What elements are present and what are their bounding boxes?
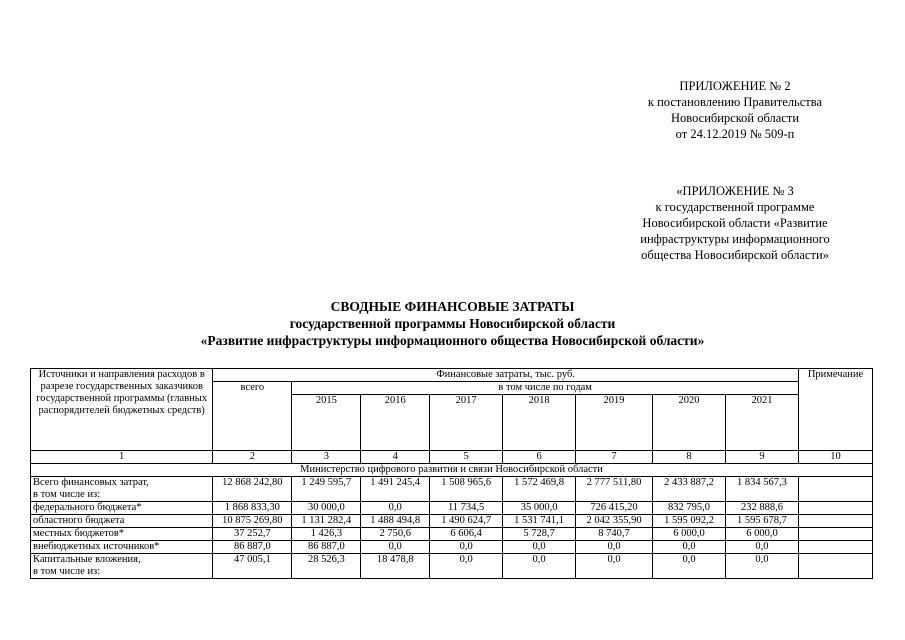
row-value: 1 131 282,4 — [292, 515, 361, 528]
column-index-cell: 8 — [653, 451, 726, 464]
appendix-line: ПРИЛОЖЕНИЕ № 2 — [679, 79, 791, 93]
row-value: 1 531 741,1 — [503, 515, 576, 528]
row-value: 1 834 567,3 — [725, 477, 798, 502]
appendix3-line: «ПРИЛОЖЕНИЕ № 3 — [676, 184, 794, 198]
row-value: 726 415,20 — [576, 502, 653, 515]
appendix-line: от 24.12.2019 № 509-п — [675, 127, 795, 141]
header-year: 2019 — [576, 395, 653, 451]
row-value: 5 728,7 — [503, 528, 576, 541]
row-value: 1 572 469,8 — [503, 477, 576, 502]
column-index-cell: 6 — [503, 451, 576, 464]
row-note — [798, 515, 872, 528]
row-note — [798, 528, 872, 541]
row-label: внебюджетных источников* — [31, 541, 213, 554]
header-costs: Финансовые затраты, тыс. руб. — [213, 369, 799, 382]
row-value: 0,0 — [725, 554, 798, 579]
row-value: 1 595 092,2 — [653, 515, 726, 528]
row-value: 0,0 — [503, 541, 576, 554]
row-value: 2 750,6 — [361, 528, 430, 541]
row-value: 2 433 887,2 — [653, 477, 726, 502]
row-value: 8 740,7 — [576, 528, 653, 541]
table-row — [31, 541, 873, 554]
title-line: «Развитие инфраструктуры информационного общества Новосибирской области» — [200, 333, 705, 348]
row-value: 1 868 833,30 — [213, 502, 292, 515]
row-value: 6 606,4 — [430, 528, 503, 541]
table-row — [31, 515, 873, 528]
row-label: местных бюджетов* — [31, 528, 213, 541]
row-value: 1 508 965,6 — [430, 477, 503, 502]
row-value: 0,0 — [361, 541, 430, 554]
row-value: 1 249 595,7 — [292, 477, 361, 502]
row-value: 232 888,6 — [725, 502, 798, 515]
row-value: 0,0 — [653, 554, 726, 579]
row-value: 37 252,7 — [213, 528, 292, 541]
column-index-cell: 7 — [576, 451, 653, 464]
row-value: 12 868 242,80 — [213, 477, 292, 502]
row-value: 0,0 — [361, 502, 430, 515]
column-index-row — [31, 451, 873, 464]
column-index-cell: 9 — [725, 451, 798, 464]
row-value: 1 491 245,4 — [361, 477, 430, 502]
header-year: 2018 — [503, 395, 576, 451]
column-index-cell: 3 — [292, 451, 361, 464]
table-row — [31, 502, 873, 515]
row-value: 1 426,3 — [292, 528, 361, 541]
title-line: СВОДНЫЕ ФИНАНСОВЫЕ ЗАТРАТЫ — [330, 299, 575, 314]
appendix3-reference — [600, 183, 870, 263]
appendix-line: к постановлению Правительства — [647, 95, 823, 109]
column-index-cell: 1 — [31, 451, 213, 464]
row-value: 0,0 — [503, 554, 576, 579]
column-index-cell: 4 — [361, 451, 430, 464]
appendix-line: Новосибирской области — [670, 111, 800, 125]
row-value: 30 000,0 — [292, 502, 361, 515]
document-title — [0, 298, 905, 349]
row-value: 6 000,0 — [653, 528, 726, 541]
row-note — [798, 541, 872, 554]
row-value: 10 875 269,80 — [213, 515, 292, 528]
appendix3-line: общества Новосибирской области» — [641, 248, 829, 262]
row-value: 11 734,5 — [430, 502, 503, 515]
appendix3-line: Новосибирской области «Развитие — [642, 216, 828, 230]
row-note — [798, 477, 872, 502]
row-label: Капитальные вложения, в том числе из: — [31, 554, 213, 579]
table-row — [31, 528, 873, 541]
row-value: 86 887,0 — [292, 541, 361, 554]
row-label: федерального бюджета* — [31, 502, 213, 515]
header-note: Примечание — [798, 369, 872, 451]
header-sources: Источники и направления расходов в разрезе государственных заказчиков государственной программы (главных распорядителей бюджетных средств) — [31, 369, 213, 451]
header-by-years: в том числе по годам — [292, 382, 799, 395]
row-value: 6 000,0 — [725, 528, 798, 541]
row-value: 47 005,1 — [213, 554, 292, 579]
row-note — [798, 502, 872, 515]
appendix-reference — [600, 78, 870, 142]
appendix3-line: инфраструктуры информационного — [640, 232, 830, 246]
row-value: 0,0 — [430, 554, 503, 579]
header-year: 2017 — [430, 395, 503, 451]
table-row — [31, 477, 873, 502]
table-row — [31, 554, 873, 579]
row-value: 0,0 — [653, 541, 726, 554]
row-value: 2 042 355,90 — [576, 515, 653, 528]
row-label: областного бюджета — [31, 515, 213, 528]
row-value: 86 887,0 — [213, 541, 292, 554]
column-index-cell: 5 — [430, 451, 503, 464]
row-value: 28 526,3 — [292, 554, 361, 579]
row-label: Всего финансовых затрат, в том числе из: — [31, 477, 213, 502]
section-ministry: Министерство цифрового развития и связи Новосибирской области — [31, 464, 873, 477]
row-value: 2 777 511,80 — [576, 477, 653, 502]
financial-costs-table — [30, 368, 873, 579]
header-year: 2020 — [653, 395, 726, 451]
row-value: 0,0 — [430, 541, 503, 554]
row-value: 0,0 — [576, 554, 653, 579]
row-value: 18 478,8 — [361, 554, 430, 579]
title-line: государственной программы Новосибирской области — [289, 316, 616, 331]
header-year: 2015 — [292, 395, 361, 451]
header-year: 2021 — [725, 395, 798, 451]
row-value: 0,0 — [576, 541, 653, 554]
appendix3-line: к государственной программе — [655, 200, 815, 214]
row-value: 1 488 494,8 — [361, 515, 430, 528]
row-value: 1 490 624,7 — [430, 515, 503, 528]
row-value: 0,0 — [725, 541, 798, 554]
row-value: 1 595 678,7 — [725, 515, 798, 528]
row-value: 35 000,0 — [503, 502, 576, 515]
column-index-cell: 10 — [798, 451, 872, 464]
column-index-cell: 2 — [213, 451, 292, 464]
header-year: 2016 — [361, 395, 430, 451]
header-total: всего — [213, 382, 292, 451]
row-note — [798, 554, 872, 579]
row-value: 832 795,0 — [653, 502, 726, 515]
